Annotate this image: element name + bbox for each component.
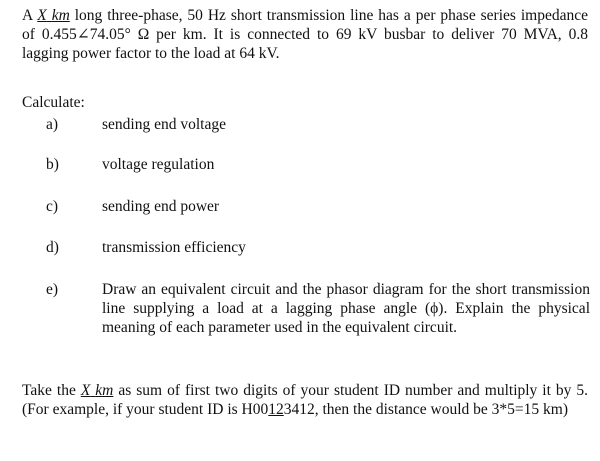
distance-variable: X km: [37, 7, 70, 24]
note-text-end: 3412, then the distance would be 3*5=15 km): [283, 401, 568, 418]
item-letter: e): [46, 281, 59, 298]
item-text: transmission efficiency: [102, 239, 246, 256]
item-letter: c): [46, 198, 59, 215]
note-text: as sum of first two digits of your student ID number and multiply it by 5. (For example, if your student ID is H00: [22, 382, 589, 418]
item-letter: a): [46, 116, 59, 133]
problem-statement: [22, 6, 588, 63]
calculate-heading: Calculate:: [22, 94, 85, 111]
intro-prefix: A: [22, 7, 38, 24]
underlined-digits: 12: [268, 401, 284, 418]
item-text: sending end voltage: [102, 116, 226, 133]
problem-text: long three-phase, 50 Hz short transmission line has a per phase series impedance of 0.455∠74.05° Ω per km. It is connected to 69 kV busbar to deliver 70 MVA, 0.8 lagging power factor to the load at 64 kV.: [22, 7, 588, 62]
distance-note: [22, 381, 588, 419]
item-text: voltage regulation: [102, 156, 215, 173]
item-text: Draw an equivalent circuit and the phasor diagram for the short transmission line supplying a load at a lagging phase angle (ϕ). Explain the physical meaning of each parameter used in the equivalent circuit.: [102, 281, 590, 336]
note-prefix: Take the: [22, 382, 81, 399]
item-text: sending end power: [102, 198, 220, 215]
item-letter: b): [46, 156, 59, 173]
item-letter: d): [46, 239, 59, 256]
distance-variable: X km: [80, 382, 114, 399]
